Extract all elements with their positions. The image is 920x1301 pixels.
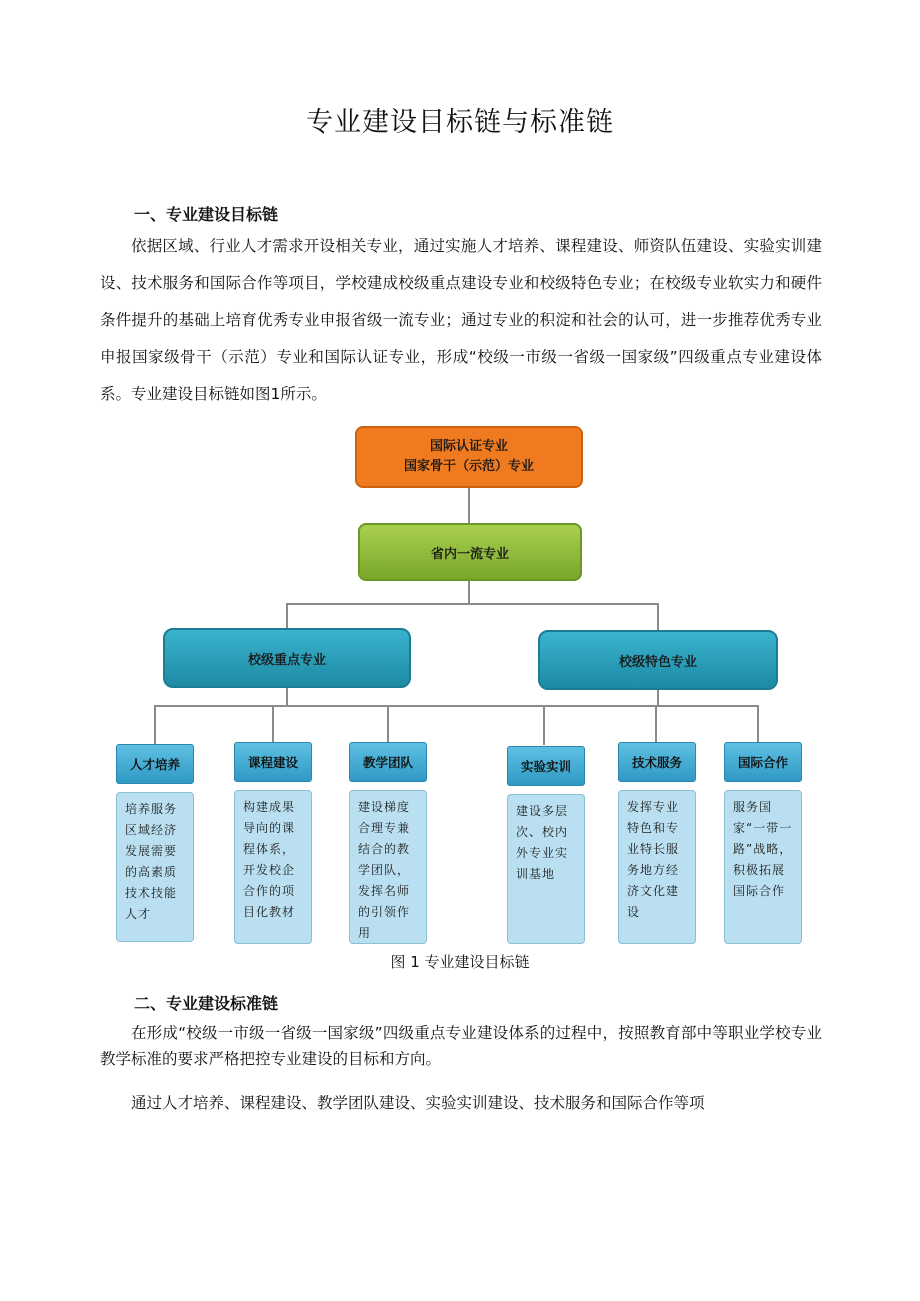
- category-label: 课程建设: [234, 742, 312, 782]
- category-body: 服务国家“一带一路”战略，积极拓展国际合作: [724, 790, 802, 944]
- section-heading-1: 一、专业建设目标链: [134, 205, 279, 224]
- key-major-label: 校级重点专业: [247, 652, 326, 668]
- category-label: 教学团队: [349, 742, 427, 782]
- category-body: 建设多层次、校内外专业实训基地: [507, 794, 585, 944]
- section-2-paragraph-2: 通过人才培养、课程建设、教学团队建设、实验实训建设、技术服务和国际合作等项: [131, 1094, 705, 1112]
- category-international: [724, 742, 802, 944]
- section-2-paragraph-1: 在形成“校级一市级一省级一国家级”四级重点专业建设体系的过程中，按照教育部中等职业学校专业教学标准的要求严格把控专业建设的目标和方向。: [100, 1024, 822, 1068]
- category-label: 技术服务: [618, 742, 696, 782]
- top-level-line-2: 国家骨干（示范）专业: [403, 459, 534, 474]
- figure-caption: 图 1 专业建设目标链: [390, 953, 530, 971]
- top-level-box: [355, 426, 583, 488]
- category-talent: [116, 744, 194, 942]
- category-label: 实验实训: [507, 746, 585, 786]
- key-major-box: [163, 628, 411, 688]
- provincial-label: 省内一流专业: [430, 546, 509, 562]
- category-body: 发挥专业特色和专业特长服务地方经济文化建设: [618, 790, 696, 944]
- section-heading-2: 二、专业建设标准链: [134, 994, 279, 1013]
- category-curriculum: [234, 742, 312, 944]
- feature-major-label: 校级特色专业: [618, 654, 697, 670]
- category-body: 培养服务区域经济发展需要的高素质技术技能人才: [116, 792, 194, 942]
- category-body: 建设梯度合理专兼结合的教学团队，发挥名师的引领作用: [349, 790, 427, 944]
- top-level-line-1: 国际认证专业: [429, 439, 508, 454]
- target-chain-diagram: [110, 420, 810, 950]
- category-label: 国际合作: [724, 742, 802, 782]
- category-label: 人才培养: [116, 744, 194, 784]
- section-1-paragraph: 依据区域、行业人才需求开设相关专业，通过实施人才培养、课程建设、师资队伍建设、实验实训建设、技术服务和国际合作等项目，学校建成校级重点建设专业和校级特色专业；在校级专业软实力和硬件条件提升的基础上培育优秀专业申报省级一流专业；通过专业的积淀和社会的认可，进一步推荐优秀专业申报国家级骨干（示范）专业和国际认证专业，形成“校级一市级一省级一国家级”四级重点专业建设体系。专业建设目标链如图1所示。: [100, 237, 822, 403]
- feature-major-box: [538, 630, 778, 690]
- page-title: 专业建设目标链与标准链: [306, 107, 614, 138]
- category-body: 构建成果导向的课程体系，开发校企合作的项目化教材: [234, 790, 312, 944]
- category-team: [349, 742, 427, 944]
- category-tech-service: [618, 742, 696, 944]
- provincial-box: [358, 523, 582, 581]
- category-lab: [507, 746, 585, 944]
